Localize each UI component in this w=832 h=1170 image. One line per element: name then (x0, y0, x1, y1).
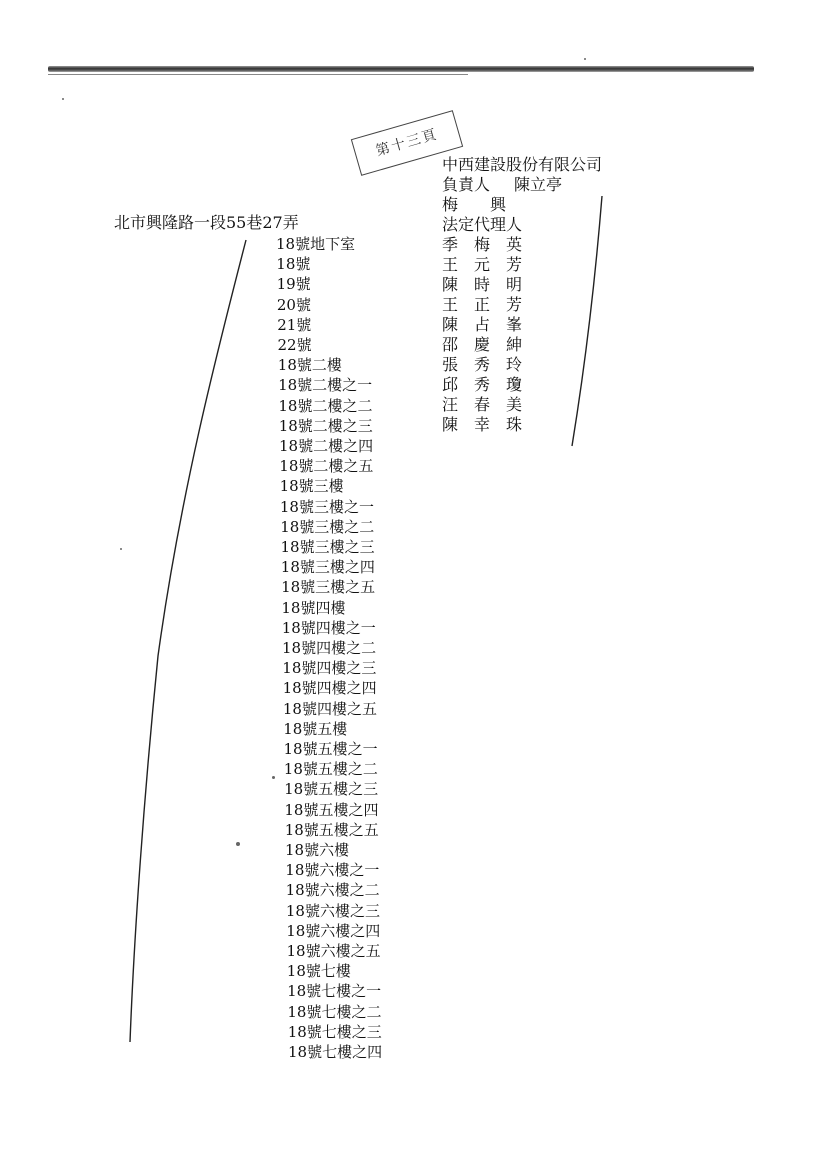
unit-row: 18號二樓之四 (279, 437, 374, 455)
unit-row: 18號六樓 (285, 841, 350, 859)
responsible-label: 負責人 (442, 175, 491, 194)
speck (584, 58, 586, 60)
unit-row: 18號七樓之三 (287, 1022, 382, 1041)
prev-name: 梅 興 (442, 195, 507, 214)
unit-row: 18號五樓之三 (284, 780, 379, 799)
unit-row: 18號四樓之一 (281, 618, 376, 637)
unit-row: 18號二樓之一 (278, 376, 373, 395)
agent-row: 王 正 芳 (442, 295, 523, 314)
unit-row: 18號六樓之五 (286, 942, 381, 960)
unit-row: 18號四樓之五 (282, 699, 377, 718)
unit-row: 18號四樓 (281, 598, 346, 617)
speck (236, 842, 240, 846)
unit-row: 18號五樓 (283, 719, 348, 738)
unit-row: 18號四樓之二 (282, 639, 377, 657)
agent-row: 陳 占 峯 (442, 315, 523, 334)
unit-row: 18號 (276, 255, 311, 274)
unit-row: 18號七樓之二 (287, 1002, 382, 1021)
speck (272, 776, 275, 779)
unit-row: 20號 (276, 295, 311, 314)
unit-row: 18號三樓之四 (280, 558, 375, 577)
left-bracket (120, 236, 260, 1048)
unit-row: 18號三樓之三 (280, 538, 375, 556)
agent-row: 陳 幸 珠 (442, 415, 523, 434)
agent-row: 王 元 芳 (442, 255, 523, 274)
unit-row: 18號三樓 (279, 477, 344, 496)
unit-row: 18號五樓之一 (283, 740, 378, 758)
unit-row: 18號地下室 (276, 235, 356, 253)
company-name: 中西建設股份有限公司 (442, 155, 603, 174)
unit-row: 18號二樓之二 (278, 396, 373, 415)
agent-row: 張 秀 玲 (442, 355, 523, 374)
top-rule-thin (48, 74, 468, 75)
unit-row: 18號三樓之二 (280, 517, 375, 536)
unit-row: 18號七樓 (286, 962, 351, 981)
unit-row: 18號七樓之一 (287, 982, 382, 1001)
unit-row: 18號二樓之三 (278, 416, 373, 435)
agent-row: 陳 時 明 (442, 275, 523, 294)
legal-agent-label: 法定代理人 (442, 215, 523, 234)
speck (62, 98, 64, 100)
unit-row: 21號 (277, 315, 312, 334)
unit-row: 18號二樓 (277, 356, 342, 375)
agent-row: 邵 慶 紳 (442, 335, 523, 354)
agent-row: 季 梅 英 (442, 235, 523, 254)
right-bracket (560, 190, 620, 450)
unit-row: 19號 (276, 275, 311, 294)
unit-row: 18號六樓之一 (285, 861, 380, 880)
unit-row: 18號四樓之三 (282, 659, 377, 678)
address: 北市興隆路一段55巷27弄 (114, 213, 299, 232)
unit-row: 18號五樓之二 (283, 760, 378, 779)
unit-row: 18號五樓之四 (284, 800, 379, 819)
unit-row: 18號六樓之四 (286, 921, 381, 940)
page-stamp: 第十三頁 (351, 110, 463, 176)
unit-row: 18號三樓之五 (281, 578, 376, 597)
unit-row: 18號六樓之二 (285, 881, 380, 900)
unit-row: 22號 (277, 336, 312, 354)
unit-row: 18號四樓之四 (282, 679, 377, 698)
unit-row: 18號五樓之五 (284, 820, 379, 839)
unit-row: 18號三樓之一 (279, 497, 374, 516)
responsible-name: 陳立亭 (514, 175, 563, 194)
top-rule (48, 66, 754, 72)
speck (120, 548, 122, 550)
unit-row: 18號七樓之四 (288, 1043, 383, 1061)
agent-row: 汪 春 美 (442, 395, 523, 414)
unit-row: 18號二樓之五 (279, 457, 374, 476)
unit-row: 18號六樓之三 (285, 901, 380, 920)
agent-row: 邱 秀 瓊 (442, 375, 523, 394)
